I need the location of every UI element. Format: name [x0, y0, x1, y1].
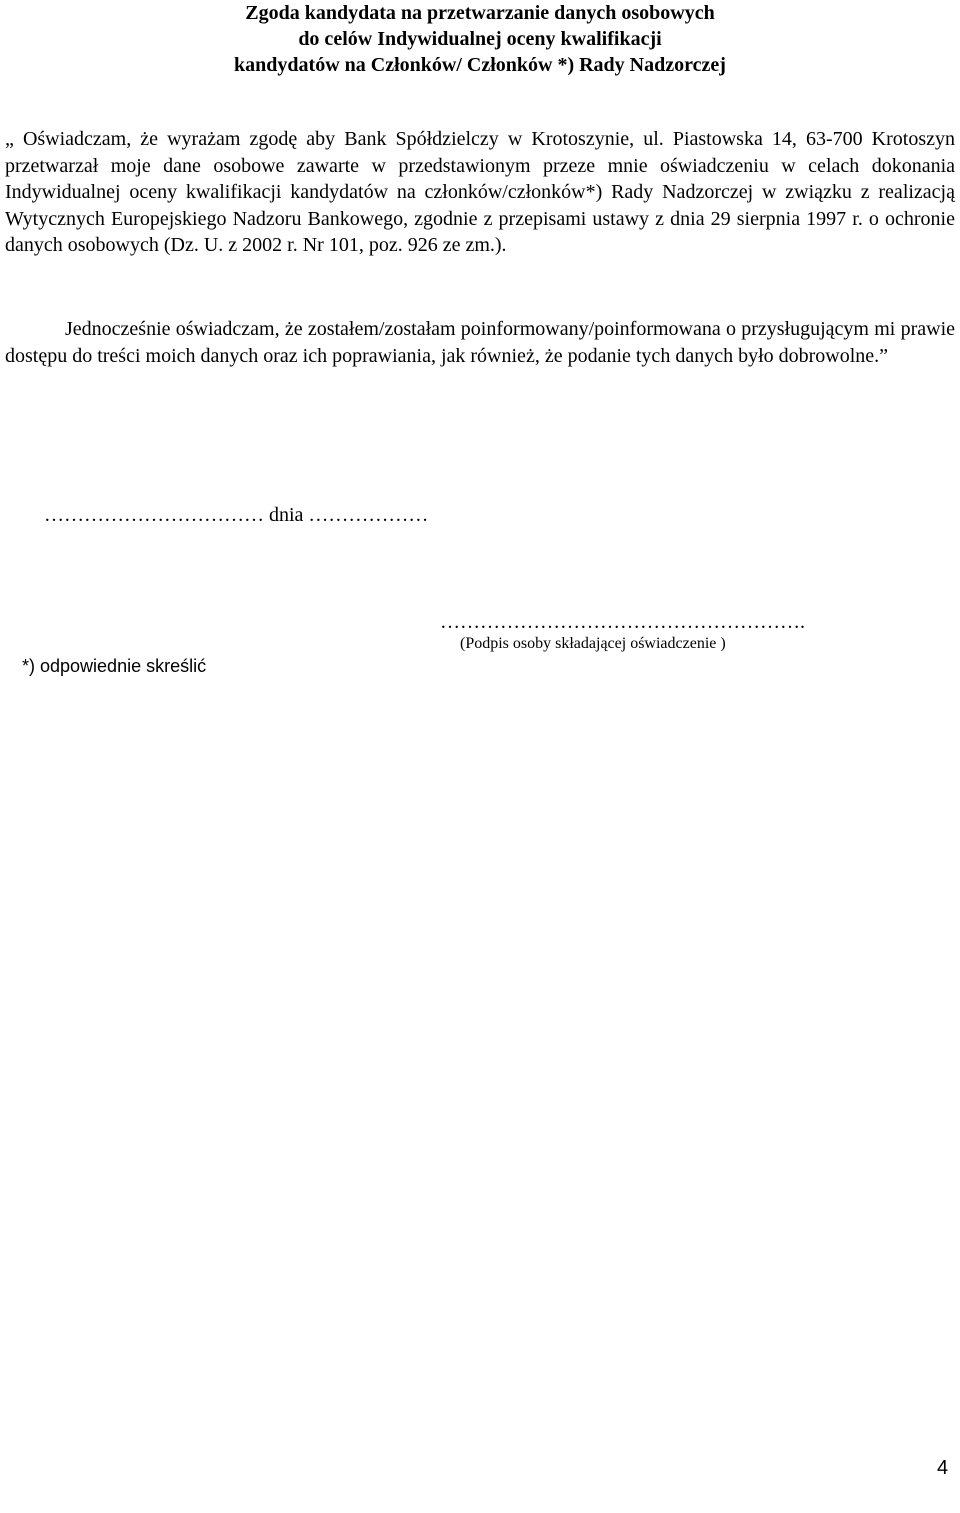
- information-paragraph-text: Jednocześnie oświadczam, że zostałem/zostałam poinformowany/poinformowana o przysługującym mi prawie dostępu do treści moich danych oraz ich poprawiania, jak również, że podanie tych danych było dobrowolne.”: [5, 318, 955, 367]
- place-date-field: …………………………… dnia ………………: [44, 504, 429, 526]
- consent-paragraph: „ Oświadczam, że wyrażam zgodę aby Bank Spółdzielczy w Krotoszynie, ul. Piastowska 14, 63-700 Krotoszyn przetwarzał moje dane osobowe zawarte w przedstawionym przeze mnie oświadczeniu w celach dokonania Indywidualnej oceny kwalifikacji kandydatów na członków/członków*) Rady Nadzorczej w związku z realizacją Wytycznych Europejskiego Nadzoru Bankowego, zgodnie z przepisami ustawy z dnia 29 sierpnia 1997 r. o ochronie danych osobowych (Dz. U. z 2002 r. Nr 101, poz. 926 ze zm.).: [5, 128, 955, 256]
- footnote: *) odpowiednie skreślić: [22, 656, 207, 676]
- document-title: [0, 0, 960, 78]
- title-line-3: kandydatów na Członków/ Członków *) Rady Nadzorczej: [234, 54, 726, 76]
- title-line-2: do celów Indywidualnej oceny kwalifikacji: [298, 28, 662, 50]
- title-line-1: Zgoda kandydata na przetwarzanie danych osobowych: [245, 2, 715, 24]
- signature-caption: (Podpis osoby składającej oświadczenie ): [460, 635, 726, 652]
- signature-line: ……………………………………………….: [440, 611, 805, 633]
- page-number: 4: [937, 1457, 949, 1479]
- information-paragraph: [5, 316, 955, 369]
